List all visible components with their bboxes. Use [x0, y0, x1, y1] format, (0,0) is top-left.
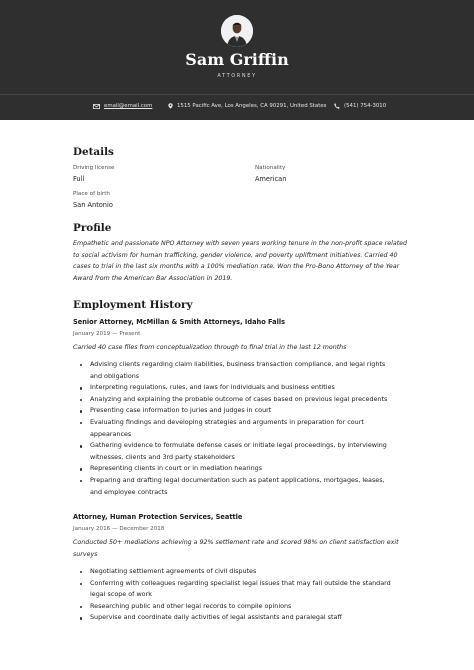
job-summary — [73, 537, 403, 560]
email-link[interactable]: email@email.com — [104, 103, 153, 109]
employment-heading: Employment History — [73, 299, 193, 311]
phone-icon — [334, 103, 340, 109]
profile-line: Award from the American Bar Association in 2019. — [73, 274, 233, 282]
envelope-icon — [93, 104, 100, 109]
phone-text: (541) 754-3010 — [344, 103, 387, 109]
list-item-line: Gathering evidence to formulate defense cases or initiate legal proceedings, by interviewing — [90, 441, 387, 450]
list-item — [90, 578, 408, 601]
list-item-line: and obligations — [90, 371, 140, 380]
list-item-line: Analyzing and explaining the probable outcome of cases based on previous legal precedents — [90, 394, 388, 403]
profile-line: cases to trial in the last six months with a 100% mediation rate. Won the Pro-Bono Attorney of the Year — [73, 263, 400, 271]
profile-summary — [73, 238, 408, 284]
list-item-line: Supervise and coordinate daily activities of legal assistants and paralegal staff — [90, 613, 342, 622]
job-summary-line: Conducted 50+ mediations achieving a 92% settlement rate and scored 98% on client satisfaction exit — [73, 539, 399, 546]
driving-license-label: Driving license — [73, 165, 115, 171]
list-item — [90, 382, 408, 394]
list-item — [90, 394, 408, 406]
contact-address — [168, 101, 326, 111]
profile-line: Empathetic and passionate NPO Attorney with seven years working tenure in the non-profit space related — [73, 240, 408, 247]
candidate-role: ATTORNEY — [217, 73, 257, 79]
job-responsibilities — [90, 359, 408, 498]
candidate-name: Sam Griffin — [185, 50, 289, 69]
profile-heading: Profile — [73, 222, 112, 234]
job-responsibilities — [90, 566, 408, 624]
list-item-line: Conferring with colleagues regarding specialist legal issues that may fall outside the standard — [90, 578, 391, 587]
contact-email[interactable] — [93, 101, 152, 111]
list-item-line: Evaluating findings and developing strategies and arguments in preparation for court — [90, 417, 364, 426]
profile-line: to social activism for human trafficking, gender violence, and poverty upliftment initiatives. Carried 40 — [73, 251, 398, 259]
list-item-line: Preparing and drafting legal documentation such as patent applications, mortgages, leases, — [90, 475, 385, 484]
resume-header — [0, 0, 474, 120]
job-summary-line: surveys — [73, 550, 98, 558]
job-title: Attorney, Human Protection Services, Seattle — [73, 513, 243, 521]
list-item-line: Advising clients regarding claim liabilities, business transaction compliance, and legal rights — [90, 360, 386, 368]
list-item — [90, 566, 408, 578]
details-heading: Details — [73, 146, 114, 158]
list-item-line: appearances — [90, 429, 132, 438]
list-item-line: witnesses, clients and 3rd party stakeholders — [90, 452, 235, 461]
list-item — [90, 463, 408, 475]
address-text: 1515 Pacific Ave, Los Angeles, CA 90291, United States — [177, 103, 327, 109]
list-item — [90, 612, 408, 624]
nationality-label: Nationality — [255, 165, 286, 171]
list-item-line: Negotiating settlement agreements of civil disputes — [90, 567, 257, 575]
list-item-line: Presenting case information to juries and judges in court — [90, 406, 272, 415]
list-item-line: Interpreting regulations, rules, and laws for individuals and business entities — [90, 383, 335, 392]
place-of-birth-value: San Antonio — [73, 201, 113, 209]
job-title: Senior Attorney, McMillan & Smith Attorneys, Idaho Falls — [73, 318, 286, 326]
list-item — [90, 359, 408, 382]
profile-photo — [221, 15, 253, 47]
header-divider — [0, 94, 474, 95]
job-summary-line: Carried 40 case files from conceptualization through to final trial in the last 12 months — [73, 344, 347, 351]
contact-phone — [334, 101, 386, 111]
map-pin-icon — [168, 103, 173, 109]
list-item — [90, 440, 408, 463]
list-item-line: legal scope of work — [90, 590, 152, 599]
list-item — [90, 405, 408, 417]
list-item — [90, 601, 408, 613]
nationality-value: American — [255, 175, 287, 183]
driving-license-value: Full — [73, 175, 85, 183]
job-dates: January 2019 — Present — [73, 331, 141, 337]
list-item-line: Representing clients in court or in mediation hearings — [90, 464, 263, 473]
list-item — [90, 417, 408, 440]
job-summary — [73, 342, 403, 354]
list-item — [90, 475, 408, 498]
list-item-line: and employee contracts — [90, 487, 168, 496]
list-item-line: Researching public and other legal records to compile opinions — [90, 601, 292, 610]
job-dates: January 2016 — December 2018 — [73, 526, 165, 532]
place-of-birth-label: Place of birth — [73, 191, 110, 197]
